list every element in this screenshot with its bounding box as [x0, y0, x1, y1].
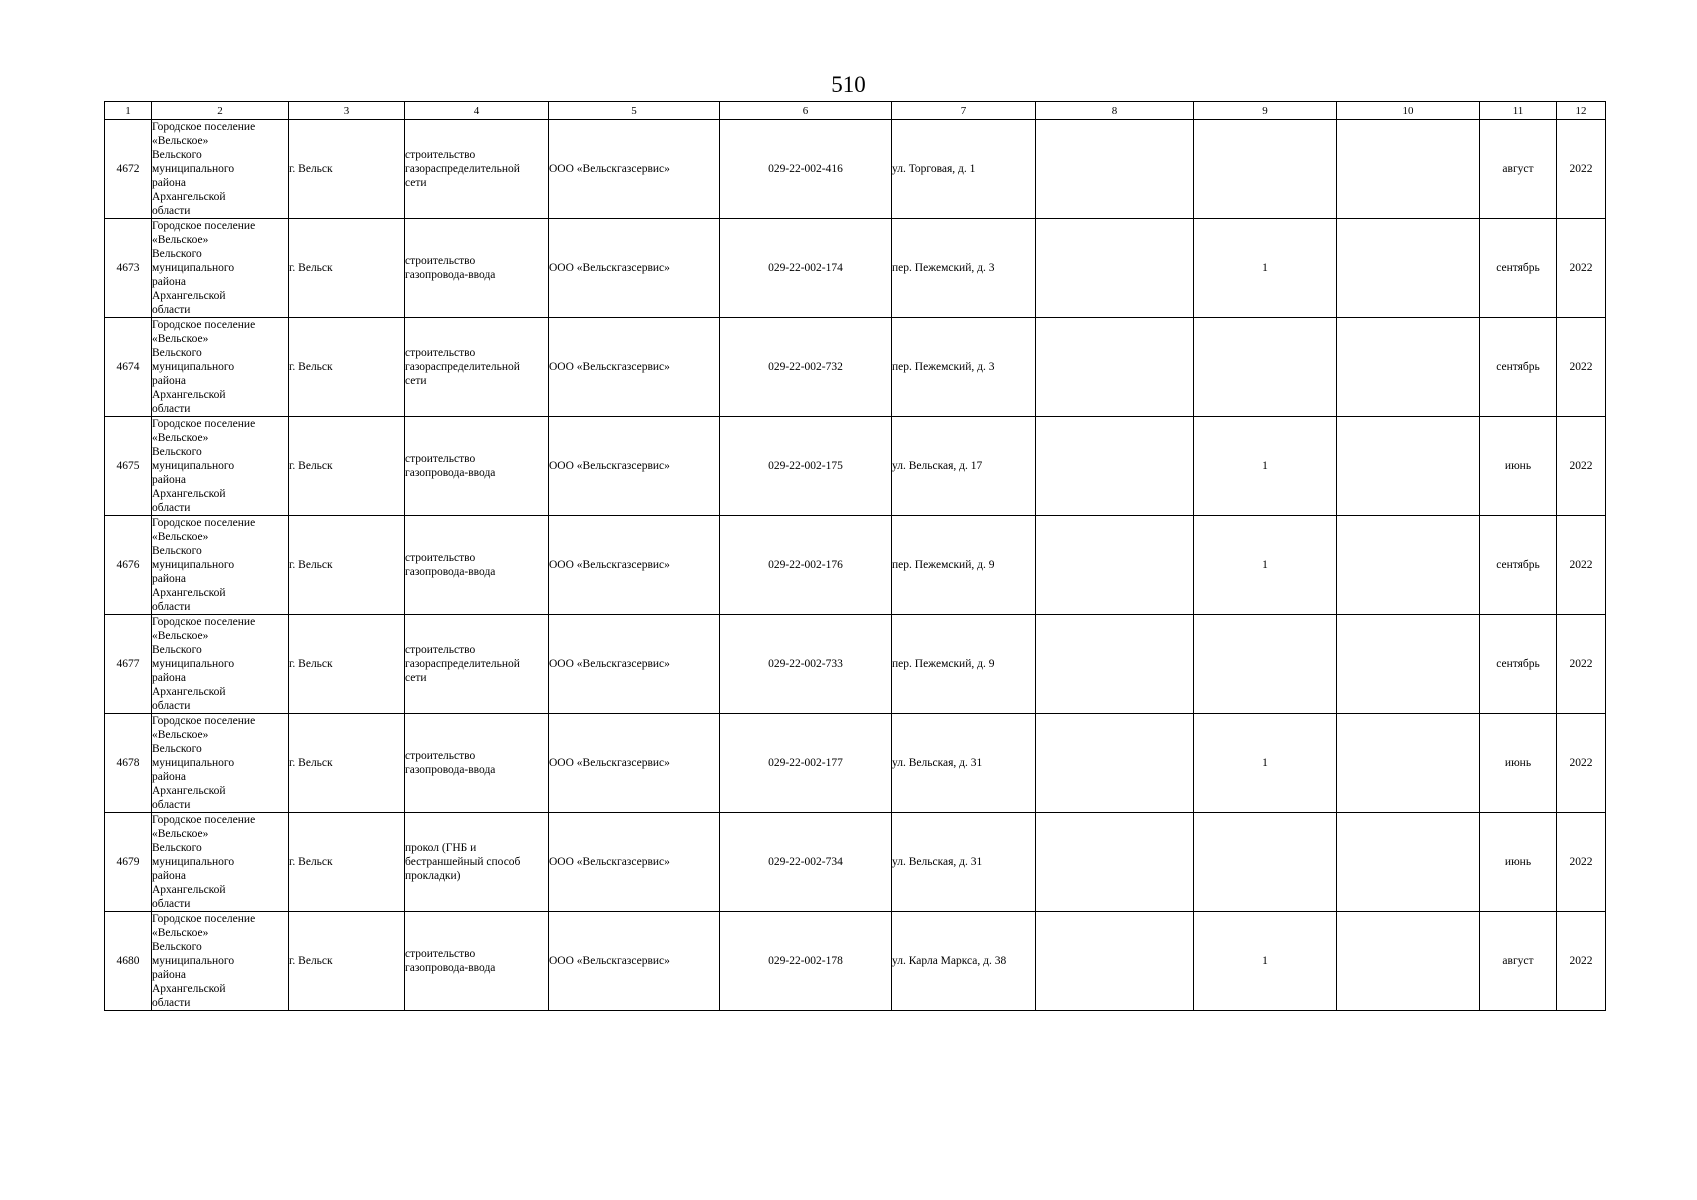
year-cell: 2022	[1557, 120, 1606, 219]
work-type-cell	[405, 417, 549, 516]
municipality-cell	[152, 318, 289, 417]
quantity-cell: 1	[1194, 219, 1337, 318]
municipality-line: Архангельской	[152, 983, 226, 995]
column-8-cell	[1036, 219, 1194, 318]
municipality-line: Архангельской	[152, 191, 226, 203]
quantity-cell: 1	[1194, 912, 1337, 1011]
municipality-line: муниципального	[152, 955, 235, 967]
municipality-line: Городское поселение	[152, 616, 256, 628]
organization-cell: ООО «Вельскгазсервис»	[549, 912, 720, 1011]
municipality-line: муниципального	[152, 856, 235, 868]
month-cell: август	[1480, 120, 1557, 219]
code-cell: 029-22-002-174	[720, 219, 892, 318]
column-10-cell	[1337, 417, 1480, 516]
column-8-cell	[1036, 417, 1194, 516]
municipality-line: муниципального	[152, 361, 235, 373]
city-cell: г. Вельск	[289, 615, 405, 714]
work-line: строительство	[405, 453, 476, 465]
municipality-line: Вельского	[152, 347, 202, 359]
code-cell: 029-22-002-733	[720, 615, 892, 714]
column-header: 11	[1480, 102, 1557, 120]
city-cell: г. Вельск	[289, 318, 405, 417]
year-cell: 2022	[1557, 714, 1606, 813]
month-cell: июнь	[1480, 714, 1557, 813]
organization-cell: ООО «Вельскгазсервис»	[549, 318, 720, 417]
municipality-line: «Вельское»	[152, 432, 209, 444]
table-row	[105, 219, 1606, 318]
municipality-line: Городское поселение	[152, 814, 256, 826]
municipality-cell	[152, 219, 289, 318]
quantity-cell	[1194, 318, 1337, 417]
work-line: строительство	[405, 255, 476, 267]
work-line: газопровода-ввода	[405, 566, 496, 578]
code-cell: 029-22-002-732	[720, 318, 892, 417]
organization-cell: ООО «Вельскгазсервис»	[549, 219, 720, 318]
city-cell: г. Вельск	[289, 516, 405, 615]
column-header: 12	[1557, 102, 1606, 120]
table-row	[105, 516, 1606, 615]
municipality-line: «Вельское»	[152, 828, 209, 840]
column-header: 7	[892, 102, 1036, 120]
municipality-line: района	[152, 969, 187, 981]
work-line: сети	[405, 177, 427, 189]
municipality-line: Архангельской	[152, 686, 226, 698]
column-header: 8	[1036, 102, 1194, 120]
municipality-line: Вельского	[152, 446, 202, 458]
header-row	[105, 102, 1606, 120]
column-8-cell	[1036, 813, 1194, 912]
column-10-cell	[1337, 912, 1480, 1011]
address-cell: пер. Пежемский, д. 9	[892, 516, 1036, 615]
address-cell: ул. Вельская, д. 31	[892, 813, 1036, 912]
work-line: строительство	[405, 644, 476, 656]
municipality-line: муниципального	[152, 163, 235, 175]
address-cell: пер. Пежемский, д. 3	[892, 219, 1036, 318]
municipality-cell	[152, 714, 289, 813]
quantity-cell	[1194, 120, 1337, 219]
work-type-cell	[405, 912, 549, 1011]
record-number: 4677	[105, 615, 152, 714]
column-header: 3	[289, 102, 405, 120]
municipality-line: района	[152, 375, 187, 387]
address-cell: ул. Вельская, д. 17	[892, 417, 1036, 516]
municipality-line: муниципального	[152, 757, 235, 769]
municipality-line: Городское поселение	[152, 517, 256, 529]
municipality-cell	[152, 615, 289, 714]
municipality-line: области	[152, 403, 191, 415]
column-header: 5	[549, 102, 720, 120]
column-8-cell	[1036, 615, 1194, 714]
work-type-cell	[405, 813, 549, 912]
municipality-line: Городское поселение	[152, 913, 256, 925]
address-cell: пер. Пежемский, д. 9	[892, 615, 1036, 714]
table-row	[105, 912, 1606, 1011]
column-10-cell	[1337, 813, 1480, 912]
table-row	[105, 417, 1606, 516]
municipality-line: области	[152, 205, 191, 217]
organization-cell: ООО «Вельскгазсервис»	[549, 516, 720, 615]
record-number: 4672	[105, 120, 152, 219]
municipality-cell	[152, 912, 289, 1011]
municipality-line: муниципального	[152, 559, 235, 571]
column-10-cell	[1337, 714, 1480, 813]
municipality-line: области	[152, 700, 191, 712]
registry-table	[104, 101, 1606, 1011]
column-header: 1	[105, 102, 152, 120]
municipality-line: Архангельской	[152, 290, 226, 302]
organization-cell: ООО «Вельскгазсервис»	[549, 120, 720, 219]
work-type-cell	[405, 120, 549, 219]
code-cell: 029-22-002-178	[720, 912, 892, 1011]
city-cell: г. Вельск	[289, 912, 405, 1011]
year-cell: 2022	[1557, 615, 1606, 714]
organization-cell: ООО «Вельскгазсервис»	[549, 813, 720, 912]
work-line: строительство	[405, 149, 476, 161]
municipality-cell	[152, 813, 289, 912]
municipality-line: муниципального	[152, 658, 235, 670]
record-number: 4674	[105, 318, 152, 417]
table-body	[105, 120, 1606, 1011]
code-cell: 029-22-002-734	[720, 813, 892, 912]
work-line: строительство	[405, 552, 476, 564]
column-header: 10	[1337, 102, 1480, 120]
organization-cell: ООО «Вельскгазсервис»	[549, 714, 720, 813]
column-8-cell	[1036, 714, 1194, 813]
work-line: сети	[405, 375, 427, 387]
column-10-cell	[1337, 120, 1480, 219]
work-line: газораспределительной	[405, 361, 520, 373]
organization-cell: ООО «Вельскгазсервис»	[549, 417, 720, 516]
column-header: 9	[1194, 102, 1337, 120]
column-header: 6	[720, 102, 892, 120]
column-8-cell	[1036, 120, 1194, 219]
table-header	[105, 102, 1606, 120]
month-cell: сентябрь	[1480, 318, 1557, 417]
work-line: бестраншейный способ	[405, 856, 521, 868]
municipality-line: «Вельское»	[152, 333, 209, 345]
column-10-cell	[1337, 318, 1480, 417]
code-cell: 029-22-002-416	[720, 120, 892, 219]
municipality-line: муниципального	[152, 460, 235, 472]
year-cell: 2022	[1557, 318, 1606, 417]
work-type-cell	[405, 714, 549, 813]
page-number: 510	[831, 72, 866, 97]
month-cell: сентябрь	[1480, 219, 1557, 318]
work-line: прокол (ГНБ и	[405, 842, 477, 854]
table-row	[105, 813, 1606, 912]
municipality-line: «Вельское»	[152, 531, 209, 543]
municipality-line: района	[152, 276, 187, 288]
municipality-line: области	[152, 304, 191, 316]
municipality-line: Вельского	[152, 545, 202, 557]
city-cell: г. Вельск	[289, 417, 405, 516]
municipality-line: «Вельское»	[152, 927, 209, 939]
code-cell: 029-22-002-176	[720, 516, 892, 615]
work-line: строительство	[405, 347, 476, 359]
address-cell: пер. Пежемский, д. 3	[892, 318, 1036, 417]
address-cell: ул. Вельская, д. 31	[892, 714, 1036, 813]
city-cell: г. Вельск	[289, 219, 405, 318]
municipality-line: Архангельской	[152, 785, 226, 797]
column-10-cell	[1337, 516, 1480, 615]
work-type-cell	[405, 318, 549, 417]
municipality-cell	[152, 120, 289, 219]
record-number: 4679	[105, 813, 152, 912]
year-cell: 2022	[1557, 417, 1606, 516]
municipality-line: Вельского	[152, 842, 202, 854]
municipality-line: Архангельской	[152, 884, 226, 896]
municipality-line: района	[152, 177, 187, 189]
work-type-cell	[405, 516, 549, 615]
municipality-line: Городское поселение	[152, 418, 256, 430]
year-cell: 2022	[1557, 912, 1606, 1011]
table-row	[105, 318, 1606, 417]
municipality-line: Городское поселение	[152, 715, 256, 727]
work-line: строительство	[405, 948, 476, 960]
municipality-line: Вельского	[152, 644, 202, 656]
municipality-line: «Вельское»	[152, 135, 209, 147]
municipality-line: района	[152, 474, 187, 486]
municipality-line: области	[152, 799, 191, 811]
municipality-line: Вельского	[152, 743, 202, 755]
organization-cell: ООО «Вельскгазсервис»	[549, 615, 720, 714]
quantity-cell: 1	[1194, 714, 1337, 813]
code-cell: 029-22-002-177	[720, 714, 892, 813]
municipality-line: Вельского	[152, 149, 202, 161]
municipality-cell	[152, 417, 289, 516]
municipality-line: района	[152, 573, 187, 585]
municipality-line: района	[152, 771, 187, 783]
municipality-cell	[152, 516, 289, 615]
year-cell: 2022	[1557, 813, 1606, 912]
code-cell: 029-22-002-175	[720, 417, 892, 516]
record-number: 4680	[105, 912, 152, 1011]
record-number: 4678	[105, 714, 152, 813]
city-cell: г. Вельск	[289, 120, 405, 219]
municipality-line: Вельского	[152, 248, 202, 260]
work-line: строительство	[405, 750, 476, 762]
municipality-line: Городское поселение	[152, 319, 256, 331]
municipality-line: Архангельской	[152, 389, 226, 401]
work-line: прокладки)	[405, 870, 461, 882]
month-cell: июнь	[1480, 417, 1557, 516]
work-line: газораспределительной	[405, 658, 520, 670]
municipality-line: «Вельское»	[152, 234, 209, 246]
quantity-cell	[1194, 813, 1337, 912]
column-header: 4	[405, 102, 549, 120]
municipality-line: муниципального	[152, 262, 235, 274]
municipality-line: области	[152, 502, 191, 514]
quantity-cell: 1	[1194, 516, 1337, 615]
work-type-cell	[405, 615, 549, 714]
table-row	[105, 120, 1606, 219]
work-line: газопровода-ввода	[405, 269, 496, 281]
address-cell: ул. Карла Маркса, д. 38	[892, 912, 1036, 1011]
month-cell: июнь	[1480, 813, 1557, 912]
work-line: сети	[405, 672, 427, 684]
quantity-cell	[1194, 615, 1337, 714]
record-number: 4673	[105, 219, 152, 318]
column-8-cell	[1036, 912, 1194, 1011]
quantity-cell: 1	[1194, 417, 1337, 516]
column-header: 2	[152, 102, 289, 120]
work-line: газопровода-ввода	[405, 764, 496, 776]
municipality-line: области	[152, 898, 191, 910]
municipality-line: «Вельское»	[152, 630, 209, 642]
record-number: 4675	[105, 417, 152, 516]
work-line: газораспределительной	[405, 163, 520, 175]
municipality-line: Архангельской	[152, 587, 226, 599]
municipality-line: Городское поселение	[152, 121, 256, 133]
municipality-line: Архангельской	[152, 488, 226, 500]
municipality-line: Городское поселение	[152, 220, 256, 232]
work-line: газопровода-ввода	[405, 467, 496, 479]
column-10-cell	[1337, 219, 1480, 318]
column-10-cell	[1337, 615, 1480, 714]
column-8-cell	[1036, 318, 1194, 417]
work-line: газопровода-ввода	[405, 962, 496, 974]
table-row	[105, 714, 1606, 813]
municipality-line: «Вельское»	[152, 729, 209, 741]
month-cell: август	[1480, 912, 1557, 1011]
address-cell: ул. Торговая, д. 1	[892, 120, 1036, 219]
month-cell: сентябрь	[1480, 615, 1557, 714]
column-8-cell	[1036, 516, 1194, 615]
city-cell: г. Вельск	[289, 813, 405, 912]
work-type-cell	[405, 219, 549, 318]
year-cell: 2022	[1557, 516, 1606, 615]
month-cell: сентябрь	[1480, 516, 1557, 615]
municipality-line: района	[152, 672, 187, 684]
table-row	[105, 615, 1606, 714]
municipality-line: района	[152, 870, 187, 882]
municipality-line: Вельского	[152, 941, 202, 953]
municipality-line: области	[152, 601, 191, 613]
city-cell: г. Вельск	[289, 714, 405, 813]
municipality-line: области	[152, 997, 191, 1009]
record-number: 4676	[105, 516, 152, 615]
year-cell: 2022	[1557, 219, 1606, 318]
